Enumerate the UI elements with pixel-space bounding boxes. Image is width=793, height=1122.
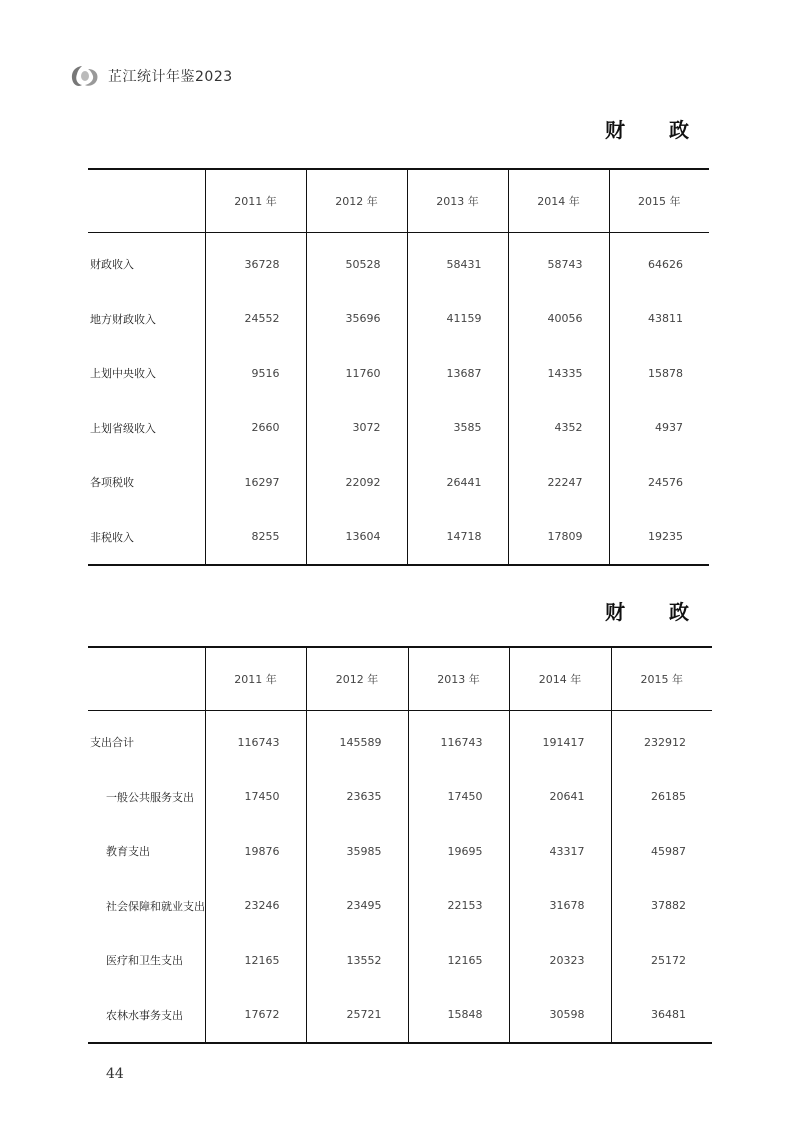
column-header: 2011 年 — [205, 169, 306, 233]
table-cell: 3585 — [407, 401, 508, 456]
table-cell: 16297 — [205, 455, 306, 510]
table-cell: 3072 — [306, 401, 407, 456]
row-label-header — [88, 647, 205, 711]
revenue-section-title: 财 政 — [605, 118, 701, 142]
page-number: 44 — [106, 1066, 124, 1082]
row-label: 上划省级收入 — [90, 421, 156, 435]
column-header: 2012 年 — [306, 647, 408, 711]
table-cell: 45987 — [611, 824, 712, 879]
table-cell: 25172 — [611, 933, 712, 988]
table-cell: 40056 — [508, 292, 609, 347]
yearbook-title: 芷江统计年鉴2023 — [108, 69, 233, 85]
table-cell: 17672 — [205, 988, 306, 1044]
row-label: 非税收入 — [88, 510, 205, 566]
table-cell: 35985 — [306, 824, 408, 879]
table-cell: 17809 — [508, 510, 609, 566]
table-cell: 23246 — [205, 879, 306, 934]
table-cell: 17450 — [205, 770, 306, 825]
row-label: 各项税收 — [90, 476, 134, 490]
table-cell: 20323 — [509, 933, 611, 988]
column-header: 2011 年 — [205, 647, 306, 711]
table-cell: 13687 — [407, 346, 508, 401]
table-row — [88, 233, 709, 292]
table-row — [88, 879, 712, 934]
table-row — [88, 346, 709, 401]
table-cell: 145589 — [306, 711, 408, 770]
row-label: 支出合计 — [90, 736, 134, 750]
table-row — [88, 401, 709, 456]
table-cell: 23635 — [306, 770, 408, 825]
table-cell: 22153 — [408, 879, 509, 934]
table-cell: 17450 — [408, 770, 509, 825]
row-label: 医疗和卫生支出 — [106, 954, 183, 968]
table-cell: 36728 — [205, 233, 306, 292]
row-label-header — [88, 169, 205, 233]
table-cell: 31678 — [509, 879, 611, 934]
table-row — [88, 455, 709, 510]
row-label: 社会保障和就业支出 — [106, 899, 205, 913]
column-header: 2015 年 — [611, 647, 712, 711]
table-cell: 26185 — [611, 770, 712, 825]
table-cell: 30598 — [509, 988, 611, 1044]
table-cell: 2660 — [205, 401, 306, 456]
column-header: 2013 年 — [407, 169, 508, 233]
fiscal-revenue-table — [88, 168, 709, 566]
table-cell: 22247 — [508, 455, 609, 510]
table-cell: 9516 — [205, 346, 306, 401]
table-cell: 24576 — [609, 455, 709, 510]
table-header-row — [88, 169, 709, 233]
table-cell: 20641 — [509, 770, 611, 825]
table-cell: 116743 — [205, 711, 306, 770]
table-cell: 11760 — [306, 346, 407, 401]
table-cell: 37882 — [611, 879, 712, 934]
table-cell: 19876 — [205, 824, 306, 879]
table-cell: 19235 — [609, 510, 709, 566]
row-label: 教育支出 — [106, 845, 150, 859]
yearbook-logo-icon — [68, 63, 102, 89]
row-label: 一般公共服务支出 — [106, 790, 194, 804]
table-row — [88, 770, 712, 825]
table-cell: 116743 — [408, 711, 509, 770]
table-cell: 23495 — [306, 879, 408, 934]
table-cell: 15848 — [408, 988, 509, 1044]
table-row — [88, 933, 712, 988]
table-cell: 24552 — [205, 292, 306, 347]
table-cell: 232912 — [611, 711, 712, 770]
table-cell: 36481 — [611, 988, 712, 1044]
column-header: 2014 年 — [508, 169, 609, 233]
fiscal-expenditure-table — [88, 646, 712, 1044]
table-row — [88, 711, 712, 770]
row-label: 上划中央收入 — [90, 367, 156, 381]
table-cell: 58743 — [508, 233, 609, 292]
table-cell: 15878 — [609, 346, 709, 401]
table-cell: 14335 — [508, 346, 609, 401]
table-cell: 13552 — [306, 933, 408, 988]
row-label: 农林水事务支出 — [88, 988, 205, 1044]
table-cell: 58431 — [407, 233, 508, 292]
table-row — [88, 292, 709, 347]
table-cell: 12165 — [408, 933, 509, 988]
table-row — [88, 824, 712, 879]
column-header: 2013 年 — [408, 647, 509, 711]
table-header-row — [88, 647, 712, 711]
row-label: 财政收入 — [90, 258, 134, 272]
table-row — [88, 510, 709, 566]
table-cell: 14718 — [407, 510, 508, 566]
page-header — [68, 62, 233, 90]
table-cell: 26441 — [407, 455, 508, 510]
row-label: 地方财政收入 — [90, 312, 156, 326]
table-row — [88, 988, 712, 1044]
table-cell: 43811 — [609, 292, 709, 347]
table-cell: 22092 — [306, 455, 407, 510]
table-cell: 35696 — [306, 292, 407, 347]
table-cell: 43317 — [509, 824, 611, 879]
column-header: 2012 年 — [306, 169, 407, 233]
table-cell: 64626 — [609, 233, 709, 292]
table-cell: 191417 — [509, 711, 611, 770]
table-cell: 25721 — [306, 988, 408, 1044]
column-header: 2015 年 — [609, 169, 709, 233]
table-cell: 4352 — [508, 401, 609, 456]
table-cell: 19695 — [408, 824, 509, 879]
expenditure-section-title: 财 政 — [605, 600, 701, 624]
table-cell: 50528 — [306, 233, 407, 292]
table-cell: 4937 — [609, 401, 709, 456]
table-cell: 12165 — [205, 933, 306, 988]
column-header: 2014 年 — [509, 647, 611, 711]
table-cell: 13604 — [306, 510, 407, 566]
table-cell: 8255 — [205, 510, 306, 566]
table-cell: 41159 — [407, 292, 508, 347]
